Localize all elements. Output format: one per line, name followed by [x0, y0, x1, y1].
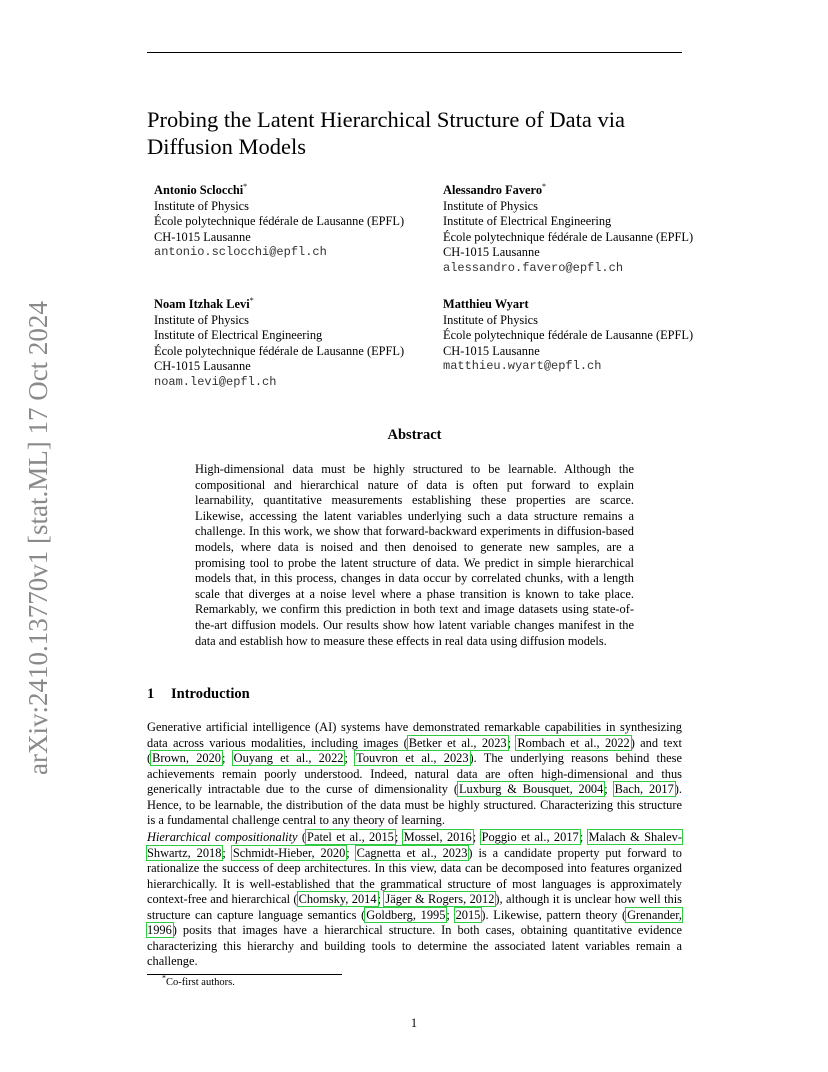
author-name: Antonio Sclocchi [154, 183, 244, 197]
text-run: Generative artificial intelligence (AI) systems have demonstrated remarkable capabilities in synthesizing data across various modalities, including images ( [147, 720, 682, 750]
affiliation-line: CH-1015 Lausanne [443, 245, 540, 259]
citation-link[interactable]: Betker et al., 2023 [408, 735, 507, 750]
affiliation-line: École polytechnique fédérale de Lausanne (EPFL) [443, 229, 694, 244]
citation-link[interactable]: Luxburg & Bousquet, 2004 [458, 782, 604, 796]
author-block-1 [154, 183, 404, 261]
emphasis-term: Hierarchical compositionality [147, 830, 298, 844]
abstract-text: High-dimensional data must be highly structured to be learnable. Although the compositional and hierarchical nature of data is often put forward to explain learnability, quantitative measurements establishing these properties are scarce. Likewise, accessing the latent variables underlying such a data structure remains a challenge. In this work, we show that forward-backward experiments in diffusion-based models, where data is noised and then denoised to generate new samples, are a promising tool to probe the latent structure of data. We predict in simple hierarchical models that, in this process, changes in data occur by correlated chunks, with a length scale that diverges at a noise level where a phase transition is known to take place. Remarkably, we confirm this prediction in both text and image datasets using state-of-the-art diffusion models. Our results show how latent variable changes manifest in the data and establish how to measure these effects in real data using diffusion models. [195, 462, 634, 648]
text-run: ). The underlying reasons behind these achievements remain poorly understood. Indeed, natural data are often high-dimensional and thus generically intractable due to the curse of dimensionality ( [147, 751, 682, 796]
citation-link[interactable]: Jäger & Rogers, 2012 [385, 892, 495, 906]
text-run: ; [604, 782, 614, 796]
text-run: ). Hence, to be learnable, the distribution of the data must be highly structured. Characterizing this structure is a fundamental challenge central to any theory of learning. [147, 782, 683, 827]
affiliation-line: Institute of Physics [154, 198, 249, 213]
footnote [162, 973, 235, 988]
citation-link[interactable]: Mossel, 2016 [403, 830, 472, 844]
author-block-4 [443, 297, 693, 375]
text-run: ; [377, 892, 385, 906]
text-run: ; [221, 751, 233, 765]
text-run: ) posits that images have a hierarchical structure. In both cases, obtaining quantitative evidence characterizing this hierarchy and building tools to determine the associated latent variables remain a challenge. [147, 923, 682, 968]
author-name: Noam Itzhak Levi [154, 297, 250, 311]
footnote-mark: * [162, 973, 166, 983]
author-name: Alessandro Favero [443, 183, 543, 197]
citation-link[interactable]: Grenander, 1996 [147, 907, 682, 937]
cofirst-mark: * [243, 181, 248, 191]
citation-link[interactable]: Cagnetta et al., 2023 [356, 845, 468, 860]
affiliation-line: Institute of Physics [443, 312, 538, 327]
text-run: ) and text ( [147, 735, 682, 765]
section-number: 1 [147, 686, 155, 702]
page-number: 1 [410, 1016, 418, 1030]
text-run: ; [507, 735, 517, 750]
author-email[interactable]: antonio.sclocchi@epfl.ch [154, 245, 327, 259]
affiliation-line: CH-1015 Lausanne [443, 343, 540, 358]
affiliation-line: Institute of Electrical Engineering [154, 328, 323, 342]
text-run: ; [344, 751, 356, 765]
text-run: ( [297, 830, 307, 844]
paper-title: Probing the Latent Hierarchical Structure of Data via Diffusion Models [147, 107, 625, 159]
arxiv-identifier[interactable]: arXiv:2410.13770v1 [stat.ML] 17 Oct 2024 [23, 301, 53, 775]
citation-link[interactable]: Bach, 2017 [614, 782, 674, 796]
citation-link[interactable]: Poggio et al., 2017 [481, 830, 579, 844]
section-heading [147, 686, 250, 703]
author-block-3 [154, 297, 404, 390]
intro-paragraph-1 [147, 720, 682, 829]
text-run: ). Likewise, pattern theory ( [481, 907, 627, 922]
citation-link[interactable]: Goldberg, 1995 [366, 907, 446, 922]
section-title: Introduction [171, 686, 250, 702]
text-run: ) is a candidate property put forward to rationalize the success of deep architectures. In this view, data can be decomposed into features organized hierarchically. It is well-established that the grammatical structure of most languages is approximately context-free and hierarchical ( [147, 845, 682, 906]
footnote-rule [147, 974, 342, 975]
citation-link[interactable]: Schmidt-Hieber, 2020 [232, 845, 346, 860]
author-name: Matthieu Wyart [443, 297, 529, 311]
text-run: ; [579, 830, 588, 844]
footnote-text: Co-first authors. [166, 977, 235, 988]
citation-link[interactable]: 2015 [455, 907, 481, 922]
header-rule [147, 52, 682, 53]
citation-link[interactable]: Chomsky, 2014 [298, 892, 377, 906]
text-run: ), although it is unclear how well this structure can capture language semantics ( [147, 892, 682, 922]
author-email[interactable]: matthieu.wyart@epfl.ch [443, 359, 602, 373]
author-block-2 [443, 183, 693, 276]
text-run: ; [394, 830, 403, 844]
citation-link[interactable]: Rombach et al., 2022 [517, 735, 630, 750]
text-run: ; [346, 845, 356, 860]
citation-link[interactable]: Brown, 2020 [152, 751, 221, 765]
affiliation-line: CH-1015 Lausanne [154, 359, 251, 373]
citation-link[interactable]: Ouyang et al., 2022 [233, 751, 344, 765]
cofirst-mark: * [542, 181, 547, 191]
affiliation-line: Institute of Physics [443, 198, 538, 213]
cofirst-mark: * [249, 295, 254, 305]
affiliation-line: Institute of Electrical Engineering [443, 214, 612, 228]
text-run: ; [446, 907, 455, 922]
affiliation-line: Institute of Physics [154, 312, 249, 327]
citation-link[interactable]: Malach & Shalev-Shwartz, 2018 [147, 830, 682, 860]
citation-link[interactable]: Touvron et al., 2023 [356, 751, 469, 765]
author-email[interactable]: noam.levi@epfl.ch [154, 374, 277, 389]
text-run: ; [222, 845, 232, 860]
affiliation-line: CH-1015 Lausanne [154, 229, 251, 244]
citation-link[interactable]: Patel et al., 2015 [307, 830, 394, 844]
intro-paragraph-2 [147, 830, 682, 970]
abstract-heading: Abstract [387, 427, 442, 443]
affiliation-line: École polytechnique fédérale de Lausanne (EPFL) [443, 328, 694, 342]
affiliation-line: École polytechnique fédérale de Lausanne (EPFL) [154, 214, 405, 228]
text-run: ; [472, 830, 481, 844]
affiliation-line: École polytechnique fédérale de Lausanne (EPFL) [154, 343, 405, 358]
author-email[interactable]: alessandro.favero@epfl.ch [443, 260, 624, 275]
